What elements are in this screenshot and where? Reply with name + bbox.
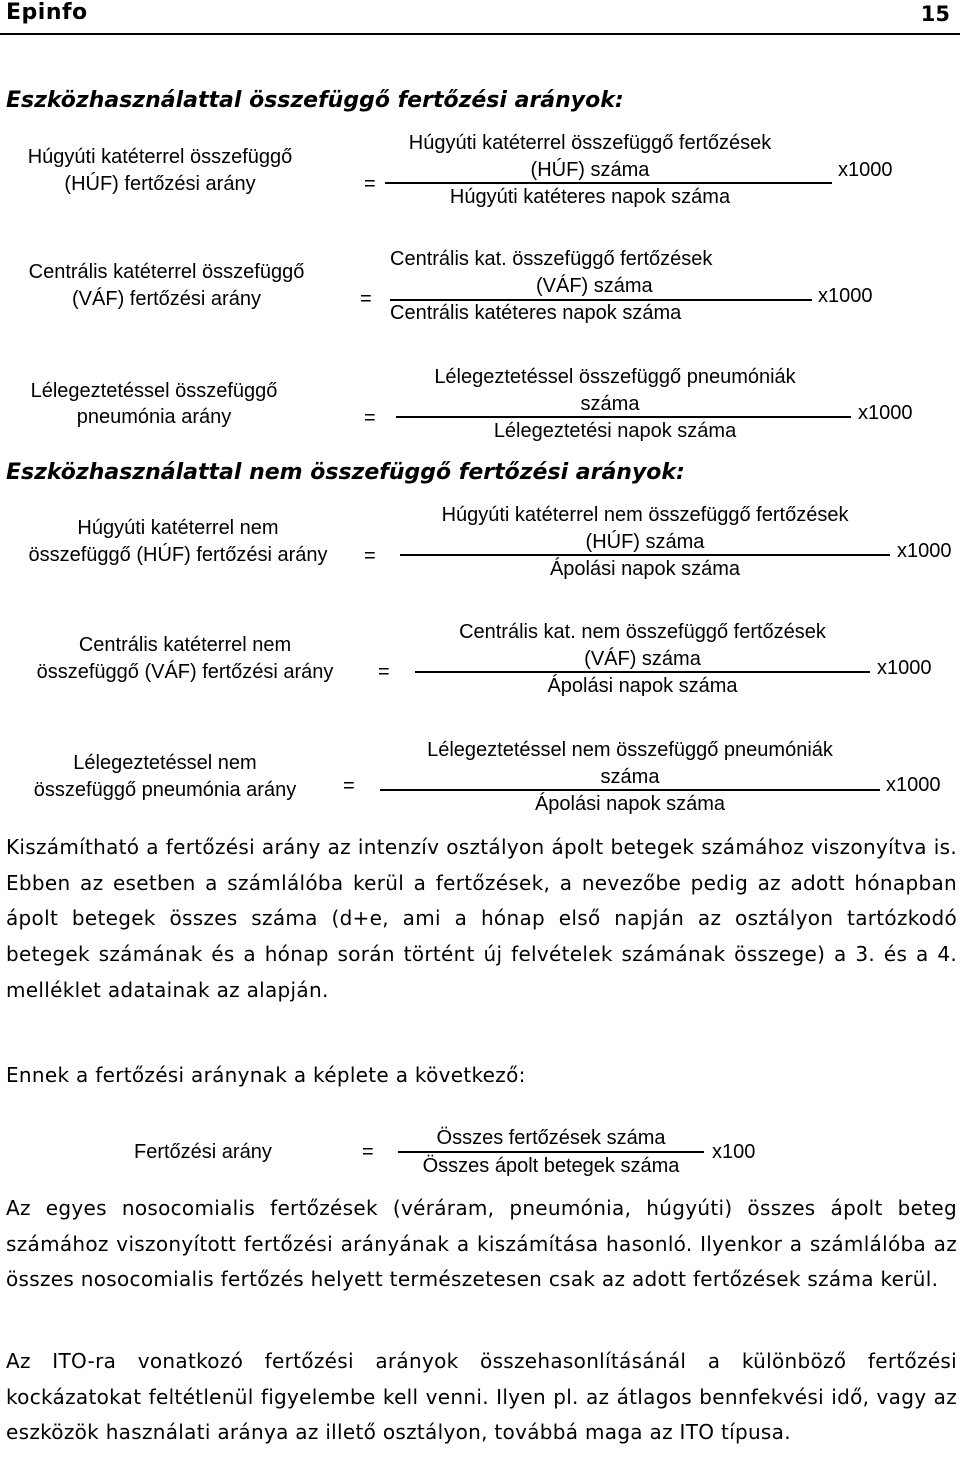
formula-denominator: Húgyúti katéteres napok száma xyxy=(449,186,731,208)
section-title-nondevice: Eszközhasználattal nem összefüggő fertőzési arányok: xyxy=(6,460,685,485)
formula-equals: = xyxy=(364,173,376,195)
formula-label-line1: Centrális katéterrel nem xyxy=(78,634,292,656)
page-number: 15 xyxy=(920,2,950,26)
formula-denominator: Ápolási napok száma xyxy=(547,675,738,697)
formula-multiplier: x1000 xyxy=(877,657,932,679)
formula-equals: = xyxy=(343,775,355,797)
formula-label-line2: (HÚF) fertőzési arány xyxy=(64,173,256,195)
formula-numerator-line1: Lélegeztetéssel nem összefüggő pneumóniák xyxy=(427,739,833,761)
formula-numerator: Összes fertőzések száma xyxy=(436,1127,666,1149)
formula-label-line2: pneumónia arány xyxy=(76,406,232,428)
formula-denominator: Centrális katéteres napok száma xyxy=(390,302,682,324)
formula-numerator-line2: (VÁF) száma xyxy=(584,648,701,670)
formula-numerator-line1: Centrális kat. összefüggő fertőzések xyxy=(390,248,713,270)
formula-label-line1: Húgyúti katéterrel nem xyxy=(77,517,279,539)
formula-equals: = xyxy=(360,288,372,310)
formula-label-line1: Húgyúti katéterrel összefüggő xyxy=(27,146,293,168)
formula-numerator-line2: száma xyxy=(600,766,660,788)
brand-logo: Epinfo xyxy=(6,0,88,25)
section-title-device: Eszközhasználattal összefüggő fertőzési arányok: xyxy=(6,88,624,113)
formula-numerator-line2: száma xyxy=(580,393,640,415)
formula-multiplier: x100 xyxy=(712,1141,756,1163)
formula-numerator-line1: Centrális kat. nem összefüggő fertőzések xyxy=(459,621,826,643)
formula-multiplier: x1000 xyxy=(838,159,893,181)
formula-numerator-line1: Húgyúti katéterrel nem összefüggő fertőzések xyxy=(441,504,849,526)
formula-multiplier: x1000 xyxy=(818,285,873,307)
formula-label-line1: Lélegeztetéssel nem xyxy=(73,752,257,774)
paragraph-formula-intro: Ennek a fertőzési aránynak a képlete a következő: xyxy=(6,1063,526,1087)
formula-label-line2: összefüggő (VÁF) fertőzési arány xyxy=(36,661,334,683)
paragraph-ito-comparison: Az ITO-ra vonatkozó fertőzési arányok összehasonlításánál a különböző fertőzési kockázatokat feltétlenül figyelembe kell venni. Ilyen pl. az átlagos bennfekvési idő, vagy az eszközök használati aránya az illető osztályon, továbbá maga az ITO típusa. xyxy=(6,1349,957,1445)
formula-label-line1: Lélegeztetéssel összefüggő xyxy=(30,380,278,402)
formula-numerator-line2: (HÚF) száma xyxy=(530,159,650,181)
formula-numerator-line2: (VÁF) száma xyxy=(536,275,653,297)
formula-denominator: Lélegeztetési napok száma xyxy=(493,420,737,442)
formula-label-line1: Centrális katéterrel összefüggő xyxy=(28,261,305,283)
paragraph-intensive-care: Kiszámítható a fertőzési arány az intenzív osztályon ápolt betegek számához viszonyítva is. Ebben az esetben a számlálóba kerül a fertőzések, a nevezőbe pedig az adott hónapban ápolt betegek összes száma (d+e, ami a hónap első napján az osztályon tartózkodó betegek számának és a hónap során történt új felvételek számának összege) a 3. és a 4. melléklet adatainak az alapján. xyxy=(6,835,957,1002)
formula-equals: = xyxy=(364,407,376,429)
paragraph-nosocomial: Az egyes nosocomialis fertőzések (véráram, pneumónia, húgyúti) összes ápolt beteg számához viszonyított fertőzési arányának a kiszámítása hasonló. Ilyenkor a számlálóba az összes nosocomialis fertőzés helyett természetesen csak az adott fertőzések száma kerül. xyxy=(6,1196,957,1292)
formula-equals: = xyxy=(364,545,376,567)
formula-denominator: Ápolási napok száma xyxy=(549,558,741,580)
formula-multiplier: x1000 xyxy=(858,402,913,424)
formula-multiplier: x1000 xyxy=(897,540,952,562)
formula-denominator: Ápolási napok száma xyxy=(534,793,726,815)
formula-label-line2: (VÁF) fertőzési arány xyxy=(72,288,261,310)
formula-label: Fertőzési arány xyxy=(134,1141,272,1163)
formula-label-line2: összefüggő pneumónia arány xyxy=(33,779,297,801)
header-divider xyxy=(0,33,960,35)
formula-equals: = xyxy=(378,661,390,683)
formula-numerator-line2: (HÚF) száma xyxy=(585,531,705,553)
formula-equals: = xyxy=(362,1141,374,1163)
formula-numerator-line1: Húgyúti katéterrel összefüggő fertőzések xyxy=(408,132,772,154)
formula-numerator-line1: Lélegeztetéssel összefüggő pneumóniák xyxy=(434,366,796,388)
formula-multiplier: x1000 xyxy=(886,774,941,796)
formula-denominator: Összes ápolt betegek száma xyxy=(422,1155,680,1177)
formula-label-line2: összefüggő (HÚF) fertőzési arány xyxy=(28,544,328,566)
